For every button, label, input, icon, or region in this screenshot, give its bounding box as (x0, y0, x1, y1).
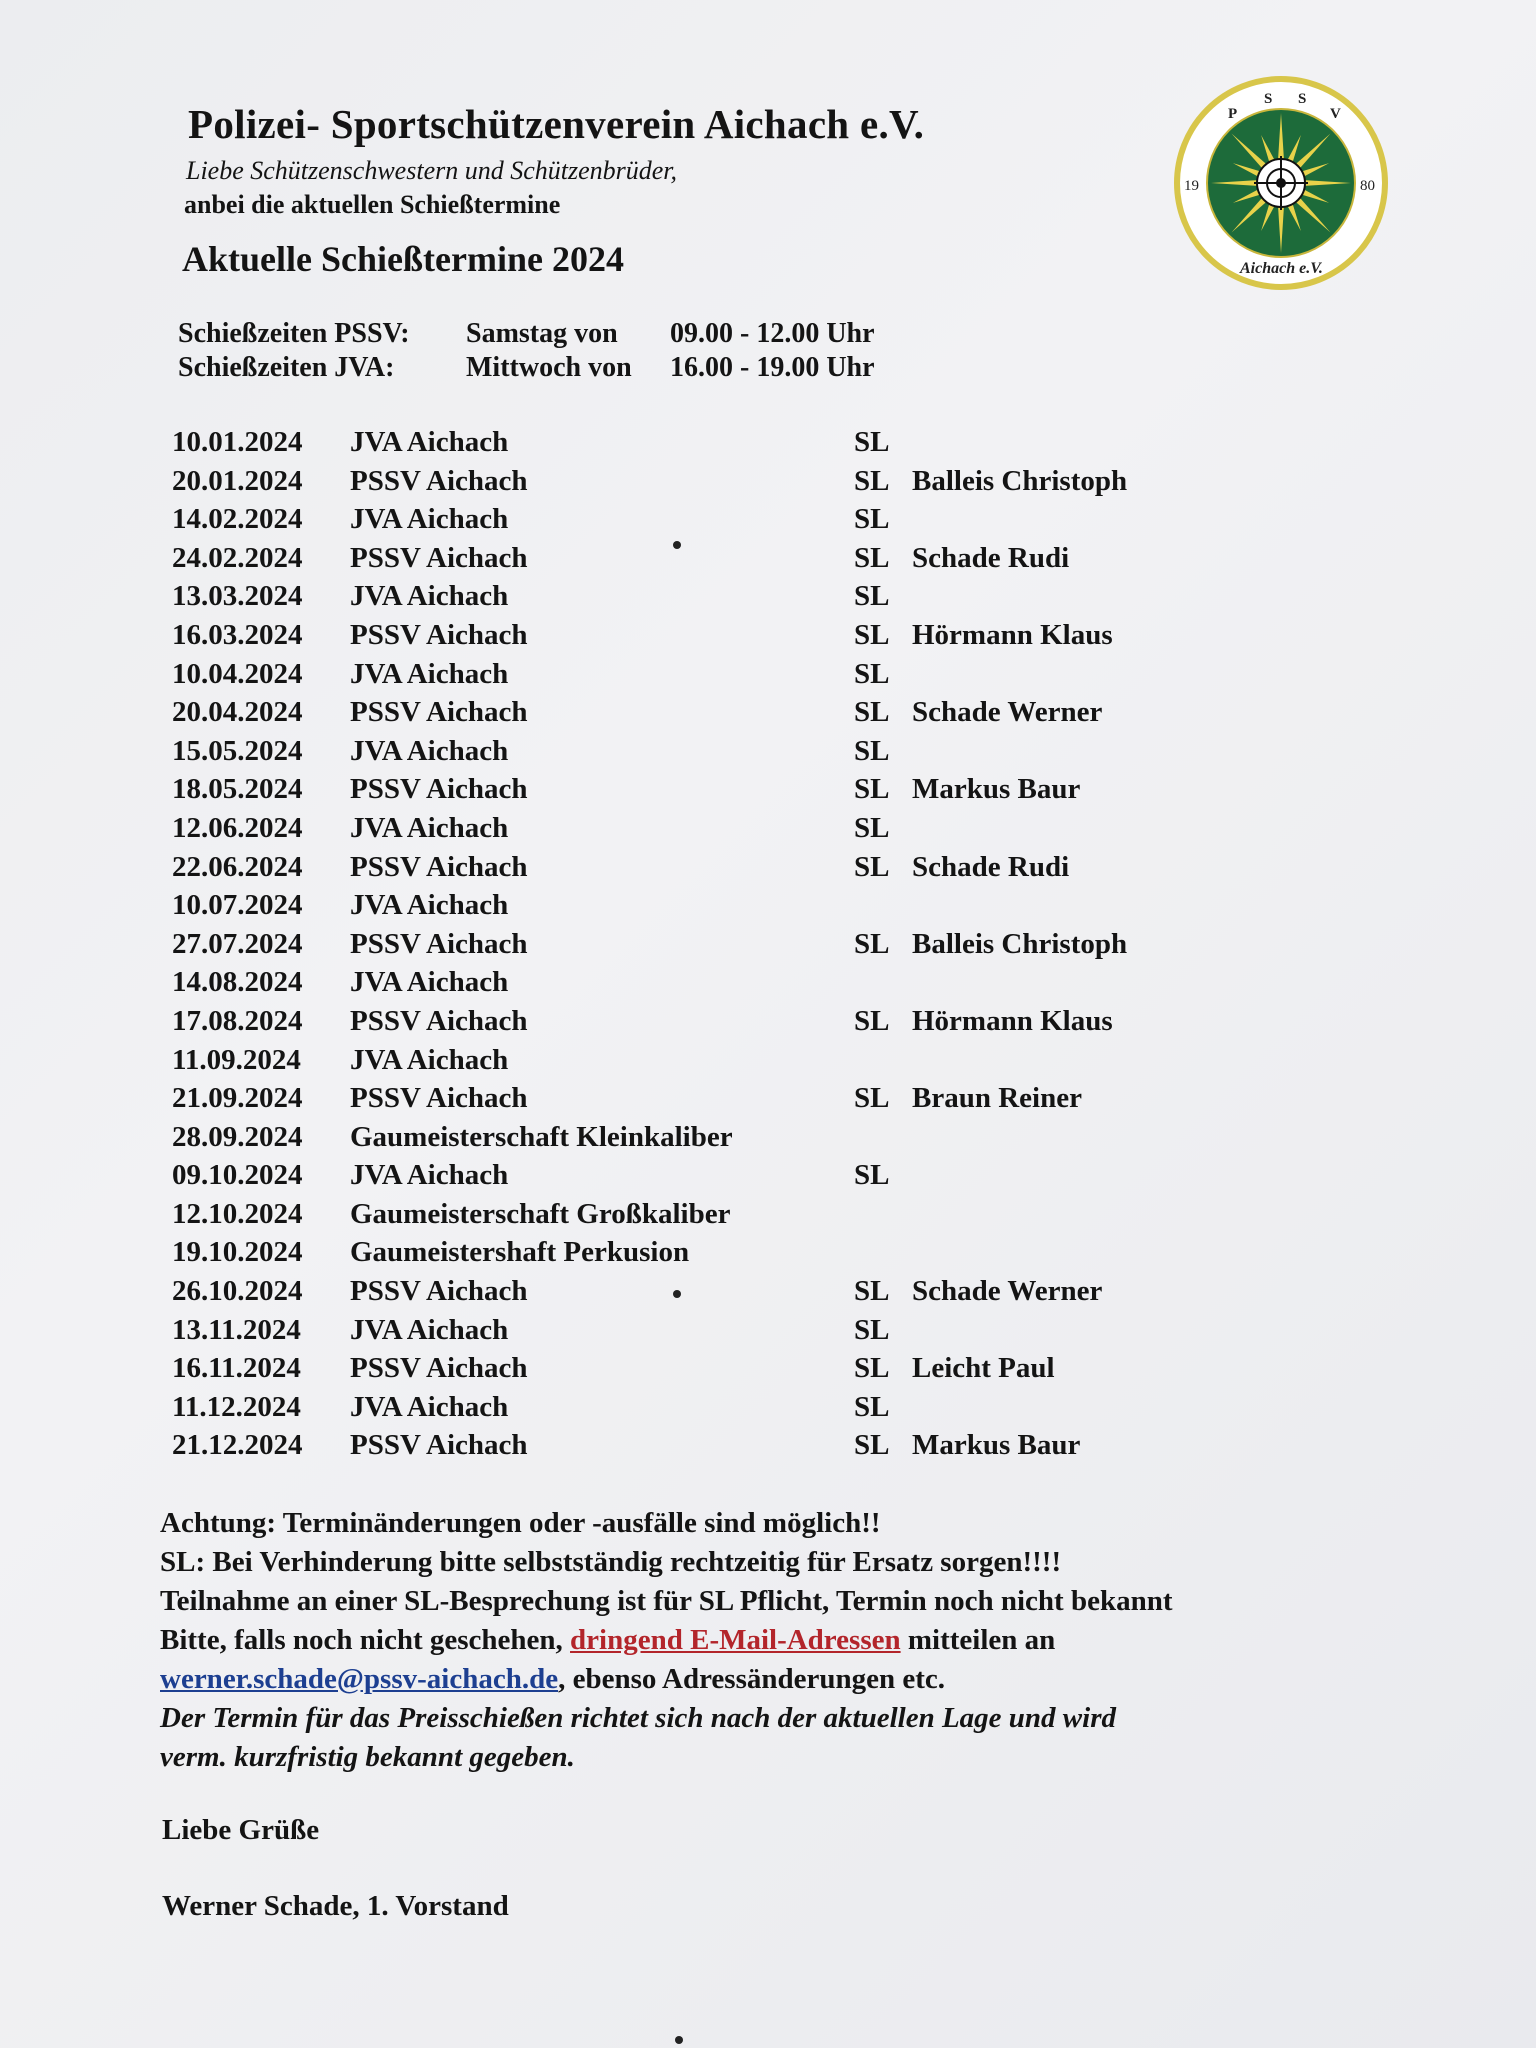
note-prize-shooting-cont: verm. kurzfristig bekannt gegeben. (160, 1741, 575, 1773)
event-location: PSSV Aichach (350, 618, 528, 651)
event-location: JVA Aichach (350, 1313, 509, 1346)
event-row (160, 812, 1260, 851)
event-location: JVA Aichach (350, 426, 509, 458)
event-person: Balleis Christoph (912, 464, 1128, 497)
event-date: 22.06.2024 (172, 850, 303, 883)
event-person: Leicht Paul (912, 1352, 1055, 1385)
event-sl: SL (854, 1082, 890, 1115)
logo-letter-3: S (1298, 91, 1307, 107)
event-location: JVA Aichach (350, 811, 509, 844)
event-person: Schade Werner (912, 696, 1103, 729)
event-sl: SL (854, 580, 890, 613)
event-row (160, 503, 1260, 542)
note-email-line (160, 1660, 1173, 1699)
event-row (160, 928, 1260, 967)
event-sl: SL (854, 1159, 890, 1192)
event-date: 11.12.2024 (172, 1390, 301, 1423)
shooting-time-hours: 16.00 - 19.00 Uhr (670, 352, 875, 383)
event-row (160, 1236, 1260, 1275)
event-person: Schade Rudi (912, 850, 1070, 883)
club-title: Polizei- Sportschützenverein Aichach e.V. (188, 101, 925, 147)
event-location: PSSV Aichach (350, 696, 528, 729)
event-person: Schade Werner (912, 1275, 1103, 1308)
event-sl: SL (854, 1275, 890, 1308)
event-sl: SL (854, 1390, 890, 1423)
event-date: 10.01.2024 (172, 426, 303, 458)
event-location: Gaumeisterschaft Kleinkaliber (350, 1120, 733, 1153)
event-row (160, 1352, 1260, 1391)
logo-year-right: 80 (1360, 178, 1375, 194)
paper-speck (675, 2036, 683, 2044)
event-date: 15.05.2024 (172, 734, 303, 767)
event-row (160, 542, 1260, 581)
logo-letter-2: S (1264, 91, 1273, 107)
shooting-time-label: Schießzeiten JVA: (178, 352, 395, 383)
notes-section (160, 1504, 1173, 1777)
note-address-changes: , ebenso Adressänderungen etc. (558, 1663, 946, 1695)
note-email-request (160, 1621, 1173, 1660)
note-sl-meeting: Teilnahme an einer SL-Besprechung ist für SL Pflicht, Termin noch nicht bekannt (160, 1585, 1173, 1617)
event-date: 14.08.2024 (172, 966, 303, 999)
event-location: PSSV Aichach (350, 1004, 528, 1037)
event-location: PSSV Aichach (350, 773, 528, 806)
note-email-post: mitteilen an (900, 1624, 1056, 1656)
event-sl: SL (854, 464, 890, 497)
shooting-time-day: Samstag von (466, 318, 618, 349)
note-prize-shooting: Der Termin für das Preisschießen richtet sich nach der aktuellen Lage und wird (160, 1702, 1116, 1734)
event-row (160, 426, 1260, 465)
event-location: PSSV Aichach (350, 927, 528, 960)
event-list (160, 426, 1260, 1468)
event-date: 13.11.2024 (172, 1313, 301, 1346)
event-date: 24.02.2024 (172, 541, 303, 574)
event-location: PSSV Aichach (350, 1082, 528, 1115)
event-row (160, 1429, 1260, 1468)
event-row (160, 580, 1260, 619)
event-row (160, 696, 1260, 735)
event-date: 19.10.2024 (172, 1236, 303, 1269)
event-sl: SL (854, 618, 890, 651)
logo-letter-4: V (1330, 106, 1341, 122)
event-date: 11.09.2024 (172, 1043, 301, 1076)
note-email-pre: Bitte, falls noch nicht geschehen, (160, 1624, 571, 1656)
event-location: Gaumeistershaft Perkusion (350, 1236, 690, 1269)
event-person: Balleis Christoph (912, 927, 1128, 960)
event-date: 12.10.2024 (172, 1197, 303, 1230)
event-location: JVA Aichach (350, 734, 509, 767)
event-location: PSSV Aichach (350, 464, 528, 497)
event-date: 27.07.2024 (172, 927, 303, 960)
event-person: Markus Baur (912, 773, 1081, 806)
event-date: 10.04.2024 (172, 657, 303, 690)
event-location: PSSV Aichach (350, 1275, 528, 1308)
event-row (160, 773, 1260, 812)
event-date: 28.09.2024 (172, 1120, 303, 1153)
event-row (160, 1275, 1260, 1314)
paper-speck (673, 541, 681, 549)
event-person: Hörmann Klaus (912, 618, 1113, 651)
event-sl: SL (854, 811, 890, 844)
event-sl: SL (854, 657, 890, 690)
event-row (160, 1121, 1260, 1160)
event-date: 26.10.2024 (172, 1275, 303, 1308)
event-sl: SL (854, 1352, 890, 1385)
event-location: PSSV Aichach (350, 1352, 528, 1385)
event-sl: SL (854, 426, 890, 458)
event-row (160, 1198, 1260, 1237)
note-sl-replacement: SL: Bei Verhinderung bitte selbstständig rechtzeitig für Ersatz sorgen!!!! (160, 1546, 1062, 1578)
intro-text: anbei die aktuellen Schießtermine (184, 190, 561, 219)
event-row (160, 658, 1260, 697)
event-row (160, 851, 1260, 890)
event-date: 16.03.2024 (172, 618, 303, 651)
event-location: PSSV Aichach (350, 1429, 528, 1462)
event-date: 14.02.2024 (172, 503, 303, 536)
logo-year-left: 19 (1184, 178, 1199, 194)
event-date: 20.01.2024 (172, 464, 303, 497)
event-date: 18.05.2024 (172, 773, 303, 806)
logo-bottom-text: Aichach e.V. (1240, 260, 1323, 277)
paper-speck (673, 1290, 681, 1298)
event-location: PSSV Aichach (350, 850, 528, 883)
event-location: JVA Aichach (350, 966, 509, 999)
event-sl: SL (854, 1429, 890, 1462)
email-addresses-link[interactable]: dringend E-Mail-Adressen (570, 1624, 901, 1656)
event-row (160, 465, 1260, 504)
event-sl: SL (854, 696, 890, 729)
event-row (160, 619, 1260, 658)
event-person: Braun Reiner (912, 1082, 1082, 1115)
event-sl: SL (854, 1004, 890, 1037)
event-row (160, 1314, 1260, 1353)
event-row (160, 1082, 1260, 1121)
event-date: 21.12.2024 (172, 1429, 303, 1462)
shooting-time-hours: 09.00 - 12.00 Uhr (670, 318, 875, 349)
shooting-time-day: Mittwoch von (466, 352, 632, 383)
event-row (160, 735, 1260, 774)
event-date: 10.07.2024 (172, 889, 303, 922)
event-location: JVA Aichach (350, 580, 509, 613)
event-sl: SL (854, 850, 890, 883)
event-date: 21.09.2024 (172, 1082, 303, 1115)
event-location: Gaumeisterschaft Großkaliber (350, 1197, 731, 1230)
event-row (160, 1044, 1260, 1083)
event-person: Hörmann Klaus (912, 1004, 1113, 1037)
event-date: 16.11.2024 (172, 1352, 301, 1385)
event-sl: SL (854, 1313, 890, 1346)
email-link[interactable]: werner.schade@pssv-aichach.de (160, 1663, 559, 1695)
event-row (160, 1159, 1260, 1198)
signature: Werner Schade, 1. Vorstand (162, 1890, 509, 1922)
event-date: 12.06.2024 (172, 811, 303, 844)
event-person: Schade Rudi (912, 541, 1070, 574)
event-location: PSSV Aichach (350, 541, 528, 574)
event-sl: SL (854, 927, 890, 960)
event-location: JVA Aichach (350, 657, 509, 690)
event-location: JVA Aichach (350, 1159, 509, 1192)
event-date: 13.03.2024 (172, 580, 303, 613)
event-location: JVA Aichach (350, 1043, 509, 1076)
club-logo (1170, 72, 1392, 294)
closing-greeting: Liebe Grüße (162, 1814, 320, 1846)
event-row (160, 1391, 1260, 1430)
event-sl: SL (854, 773, 890, 806)
event-sl: SL (854, 541, 890, 574)
event-sl: SL (854, 503, 890, 536)
event-date: 20.04.2024 (172, 696, 303, 729)
schedule-title: Aktuelle Schießtermine 2024 (182, 239, 624, 279)
logo-letter-1: P (1228, 106, 1238, 122)
note-attention: Achtung: Terminänderungen oder -ausfälle sind möglich!! (160, 1507, 881, 1539)
event-sl: SL (854, 734, 890, 767)
event-row (160, 889, 1260, 928)
event-location: JVA Aichach (350, 889, 509, 922)
event-date: 09.10.2024 (172, 1159, 303, 1192)
event-location: JVA Aichach (350, 1390, 509, 1423)
event-person: Markus Baur (912, 1429, 1081, 1462)
event-row (160, 1005, 1260, 1044)
event-location: JVA Aichach (350, 503, 509, 536)
event-row (160, 966, 1260, 1005)
event-date: 17.08.2024 (172, 1004, 303, 1037)
greeting: Liebe Schützenschwestern und Schützenbrüder, (186, 156, 678, 185)
shooting-time-label: Schießzeiten PSSV: (178, 318, 410, 349)
